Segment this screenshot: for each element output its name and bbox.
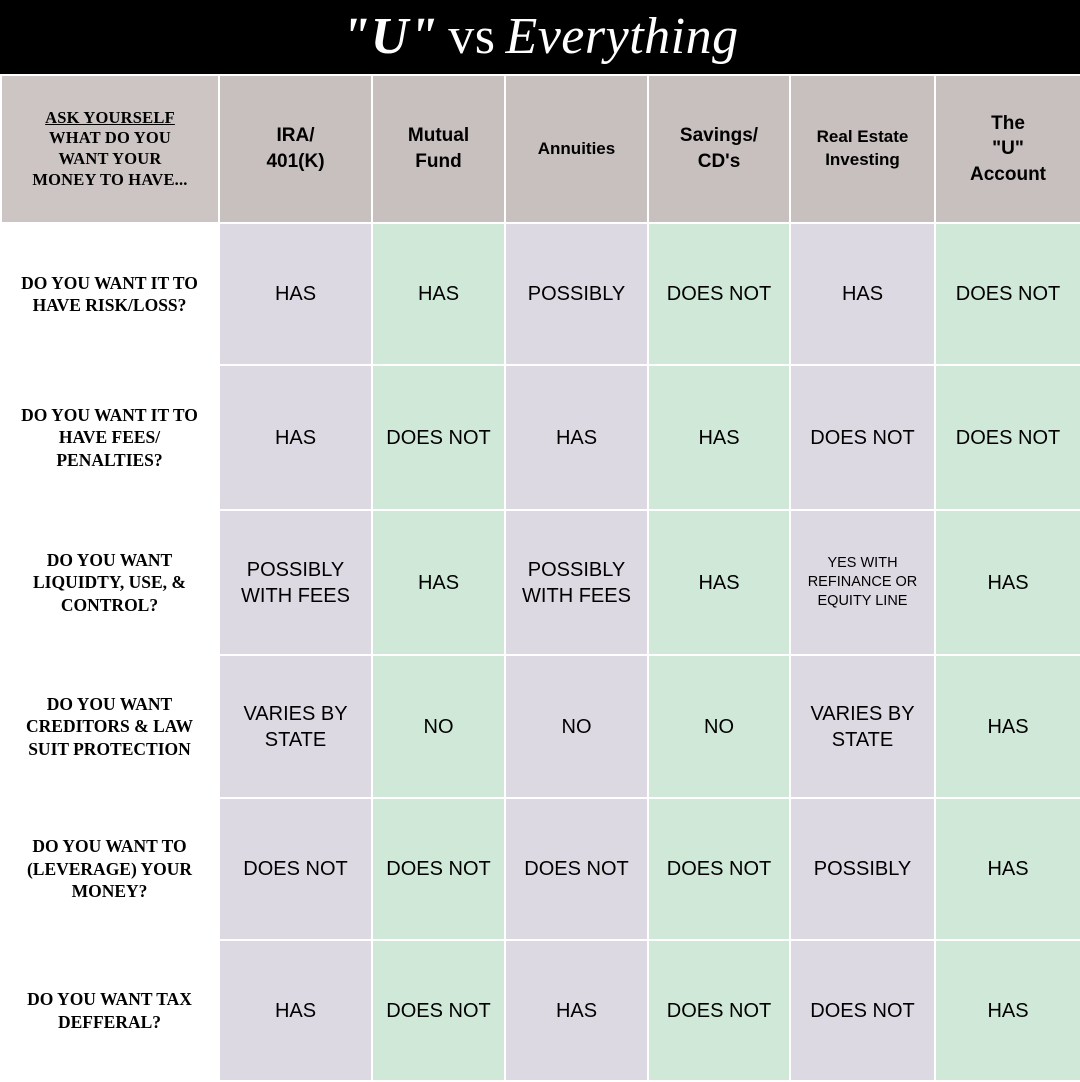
header-prompt-line3: WANT YOUR xyxy=(58,149,162,168)
cell-leverage-annuities: DOES NOT xyxy=(505,798,648,940)
column-header-line3: Account xyxy=(970,163,1046,185)
cell-protection-ira: VARIES BY STATE xyxy=(219,655,372,798)
table-row xyxy=(1,510,1080,655)
column-header-ira-401k xyxy=(219,75,372,223)
cell-leverage-savings: DOES NOT xyxy=(648,798,790,940)
row-label-risk-loss: DO YOU WANT IT TO HAVE RISK/LOSS? xyxy=(1,223,219,365)
column-header-line2: CD's xyxy=(697,151,741,172)
column-header-u-account xyxy=(935,75,1080,223)
cell-leverage-real-estate: POSSIBLY xyxy=(790,798,935,940)
cell-leverage-u-account: HAS xyxy=(935,798,1080,940)
comparison-table xyxy=(0,74,1080,1082)
cell-risk-savings: DOES NOT xyxy=(648,223,790,365)
header-prompt-line4: MONEY TO HAVE... xyxy=(32,169,188,189)
cell-tax-u-account: HAS xyxy=(935,940,1080,1081)
title-u: "U" xyxy=(341,8,439,65)
column-header-line1: Mutual xyxy=(407,125,470,147)
row-label-leverage: DO YOU WANT TO (LEVERAGE) YOUR MONEY? xyxy=(1,798,219,940)
column-header-annuities xyxy=(505,75,648,223)
column-header-mutual-fund xyxy=(372,75,505,223)
cell-risk-mutual-fund: HAS xyxy=(372,223,505,365)
table-row xyxy=(1,798,1080,940)
column-header-line1: Real Estate xyxy=(816,127,909,147)
cell-fees-annuities: HAS xyxy=(505,365,648,510)
cell-leverage-mutual-fund: DOES NOT xyxy=(372,798,505,940)
cell-liquidity-real-estate: YES WITH REFINANCE OR EQUITY LINE xyxy=(790,510,935,655)
table-row xyxy=(1,223,1080,365)
cell-risk-annuities: POSSIBLY xyxy=(505,223,648,365)
cell-protection-u-account: HAS xyxy=(935,655,1080,798)
header-prompt-line2: WHAT DO YOU xyxy=(49,128,171,148)
table-row xyxy=(1,365,1080,510)
cell-liquidity-savings: HAS xyxy=(648,510,790,655)
title-vs: vs xyxy=(448,8,496,65)
cell-protection-savings: NO xyxy=(648,655,790,798)
cell-protection-mutual-fund: NO xyxy=(372,655,505,798)
cell-tax-mutual-fund: DOES NOT xyxy=(372,940,505,1081)
column-header-line2: "U" xyxy=(992,138,1024,160)
column-header-savings-cds xyxy=(648,75,790,223)
row-label-fees-penalties: DO YOU WANT IT TO HAVE FEES/ PENALTIES? xyxy=(1,365,219,510)
column-header-line2: 401(K) xyxy=(266,151,325,172)
cell-risk-real-estate: HAS xyxy=(790,223,935,365)
title-bar xyxy=(0,0,1080,74)
column-header-line2: Investing xyxy=(825,150,900,169)
table-row xyxy=(1,940,1080,1081)
row-label-creditor-lawsuit-protection: DO YOU WANT CREDITORS & LAW SUIT PROTECTION xyxy=(1,655,219,798)
row-label-liquidity-use-control: DO YOU WANT LIQUIDTY, USE, & CONTROL? xyxy=(1,510,219,655)
cell-tax-real-estate: DOES NOT xyxy=(790,940,935,1081)
cell-fees-real-estate: DOES NOT xyxy=(790,365,935,510)
cell-tax-annuities: HAS xyxy=(505,940,648,1081)
cell-risk-u-account: DOES NOT xyxy=(935,223,1080,365)
cell-tax-ira: HAS xyxy=(219,940,372,1081)
cell-fees-mutual-fund: DOES NOT xyxy=(372,365,505,510)
column-header-line1: IRA/ xyxy=(276,125,315,147)
column-header-line1: Annuities xyxy=(537,138,616,158)
cell-liquidity-u-account: HAS xyxy=(935,510,1080,655)
column-header-line1: Savings/ xyxy=(679,125,759,147)
cell-liquidity-mutual-fund: HAS xyxy=(372,510,505,655)
column-header-line1: The xyxy=(991,112,1025,134)
cell-protection-real-estate: VARIES BY STATE xyxy=(790,655,935,798)
cell-risk-ira: HAS xyxy=(219,223,372,365)
table-header-row xyxy=(1,75,1080,223)
header-prompt-cell xyxy=(1,75,219,223)
cell-protection-annuities: NO xyxy=(505,655,648,798)
cell-liquidity-ira: POSSIBLY WITH FEES xyxy=(219,510,372,655)
cell-leverage-ira: DOES NOT xyxy=(219,798,372,940)
row-label-tax-deferral: DO YOU WANT TAX DEFFERAL? xyxy=(1,940,219,1081)
column-header-line2: Fund xyxy=(415,151,462,172)
cell-fees-ira: HAS xyxy=(219,365,372,510)
cell-fees-u-account: DOES NOT xyxy=(935,365,1080,510)
cell-liquidity-annuities: POSSIBLY WITH FEES xyxy=(505,510,648,655)
title-everything: Everything xyxy=(505,8,739,65)
table-row xyxy=(1,655,1080,798)
cell-fees-savings: HAS xyxy=(648,365,790,510)
cell-tax-savings: DOES NOT xyxy=(648,940,790,1081)
page-title xyxy=(341,8,739,65)
header-prompt-line1: ASK YOURSELF xyxy=(45,107,175,127)
column-header-real-estate-investing xyxy=(790,75,935,223)
